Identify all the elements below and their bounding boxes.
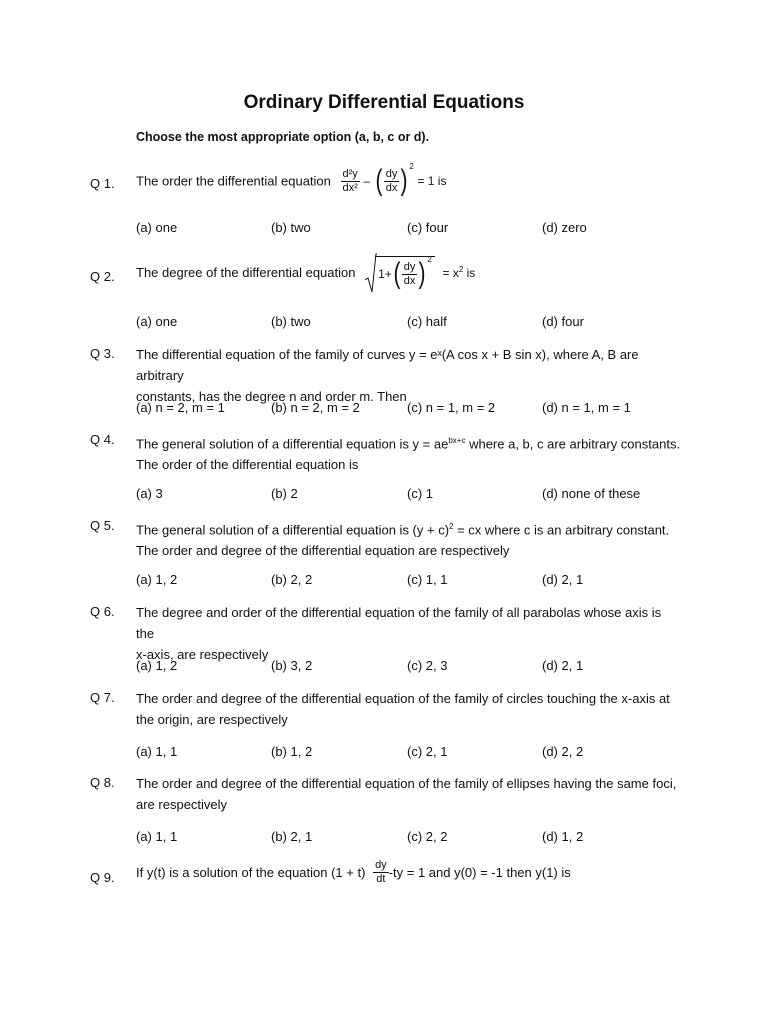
- question-number: Q 1.: [90, 176, 115, 191]
- option-b[interactable]: (b) two: [271, 314, 311, 329]
- option-c[interactable]: (c) 1, 1: [407, 572, 448, 587]
- question-line-1: The differential equation of the family of curves y = eˣ(A cos x + B sin x), where A, B are arbitrary: [136, 347, 639, 383]
- option-d[interactable]: (d) 1, 2: [542, 829, 584, 844]
- math-exponent: 2: [458, 265, 464, 274]
- math-fraction: [402, 261, 418, 288]
- option-a[interactable]: (a) 1, 2: [136, 572, 178, 587]
- option-d[interactable]: (d) 2, 2: [542, 744, 584, 759]
- fraction-denominator: dt: [376, 873, 386, 885]
- question-line-1-post: = cx where c is an arbitrary constant.: [453, 522, 670, 538]
- fraction-denominator: dx: [403, 274, 416, 287]
- question-text: [136, 256, 681, 289]
- math-exponent: bx+c: [448, 436, 466, 445]
- question-text-before: The degree of the differential equation: [136, 265, 356, 280]
- option-a[interactable]: (a) 1, 1: [136, 744, 178, 759]
- option-a[interactable]: (a) one: [136, 314, 178, 329]
- question-line-1: The order and degree of the differential equation of the family of circles touching the x-axis at: [136, 691, 670, 706]
- question-text: [136, 602, 681, 665]
- question-number: Q 2.: [90, 269, 115, 284]
- option-d[interactable]: (d) 2, 1: [542, 658, 584, 673]
- question-line-2: are respectively: [136, 797, 228, 812]
- radical-sign-icon: [365, 252, 377, 296]
- question-number: Q 3.: [90, 346, 115, 361]
- math-operator: –: [363, 174, 371, 188]
- math-fraction: [373, 859, 389, 886]
- question-line-2: the origin, are respectively: [136, 712, 288, 727]
- question-line-1: [136, 430, 681, 454]
- fraction-numerator: dy: [403, 260, 416, 273]
- option-d[interactable]: (d) 2, 1: [542, 572, 584, 587]
- option-c[interactable]: (c) 2, 1: [407, 744, 448, 759]
- question-number: Q 7.: [90, 690, 115, 705]
- fraction-numerator: dy: [375, 859, 387, 871]
- question-line-2: constants, has the degree n and order m. Then: [136, 389, 407, 404]
- fraction-numerator: dy: [385, 167, 398, 180]
- math-equals-term: = x: [442, 266, 459, 280]
- option-a[interactable]: (a) 1, 1: [136, 829, 178, 844]
- radicand: [375, 256, 435, 289]
- option-b[interactable]: (b) 2, 1: [271, 829, 313, 844]
- question-line-1-pre: The general solution of a differential equation is y = ae: [136, 436, 449, 452]
- question-text: [136, 430, 681, 475]
- left-paren: (: [375, 164, 383, 197]
- math-exponent: 2: [427, 255, 432, 265]
- math-term: 1+: [378, 267, 392, 281]
- question-line-2: The order of the differential equation is: [136, 457, 359, 473]
- math-exponent: 2: [409, 162, 414, 172]
- option-c[interactable]: (c) half: [407, 314, 447, 329]
- fraction-denominator: dx: [385, 181, 398, 194]
- option-d[interactable]: (d) n = 1, m = 1: [542, 400, 631, 415]
- fraction-numerator: d²y: [342, 167, 358, 180]
- question-number: Q 6.: [90, 604, 115, 619]
- question-text: [136, 773, 681, 815]
- math-fraction: [384, 168, 400, 195]
- question-text: [136, 859, 681, 886]
- question-text: [136, 516, 681, 561]
- option-a[interactable]: (a) n = 2, m = 1: [136, 400, 225, 415]
- question-line-1: [136, 516, 681, 540]
- question-text: [136, 688, 681, 730]
- right-paren: ): [400, 164, 408, 197]
- option-d[interactable]: (d) four: [542, 314, 584, 329]
- question-line-2: The order and degree of the differential equation are respectively: [136, 543, 510, 559]
- option-d[interactable]: (d) zero: [542, 220, 587, 235]
- math-exponent: 2: [449, 522, 454, 531]
- fraction-denominator: dx²: [342, 181, 358, 194]
- option-b[interactable]: (b) two: [271, 220, 311, 235]
- option-c[interactable]: (c) four: [407, 220, 449, 235]
- option-d[interactable]: (d) none of these: [542, 486, 641, 501]
- question-text: [136, 162, 681, 197]
- question-number: Q 9.: [90, 870, 115, 885]
- question-line-2: x-axis, are respectively: [136, 647, 269, 662]
- question-number: Q 8.: [90, 775, 115, 790]
- option-b[interactable]: (b) 2: [271, 486, 298, 501]
- option-c[interactable]: (c) 1: [407, 486, 433, 501]
- question-text: [136, 344, 681, 407]
- math-equals: [443, 266, 476, 280]
- math-tail: is: [466, 266, 476, 280]
- option-c[interactable]: (c) 2, 2: [407, 829, 448, 844]
- question-number: Q 4.: [90, 432, 115, 447]
- question-number: Q 5.: [90, 518, 115, 533]
- math-fraction: [341, 168, 360, 195]
- option-c[interactable]: (c) n = 1, m = 2: [407, 400, 496, 415]
- instruction-text: Choose the most appropriate option (a, b, c or d).: [136, 130, 430, 144]
- option-b[interactable]: (b) 1, 2: [271, 744, 313, 759]
- option-b[interactable]: (b) 2, 2: [271, 572, 313, 587]
- page-title: Ordinary Differential Equations: [243, 92, 525, 113]
- question-line-1-pre: The general solution of a differential equation is (y + c): [136, 522, 450, 538]
- question-text-post: -ty = 1 and y(0) = -1 then y(1) is: [388, 865, 571, 880]
- math-equals: = 1 is: [417, 174, 447, 188]
- option-a[interactable]: (a) 3: [136, 486, 163, 501]
- option-b[interactable]: (b) n = 2, m = 2: [271, 400, 360, 415]
- question-line-1: The degree and order of the differential equation of the family of all parabolas whose axis is the: [136, 605, 662, 641]
- question-text-before: The order the differential equation: [136, 173, 331, 189]
- question-text-pre: If y(t) is a solution of the equation (1 + t): [136, 865, 366, 880]
- option-b[interactable]: (b) 3, 2: [271, 658, 313, 673]
- option-c[interactable]: (c) 2, 3: [407, 658, 448, 673]
- question-line-1: The order and degree of the differential equation of the family of ellipses having the same foci,: [136, 776, 677, 791]
- question-line-1-post: where a, b, c are arbitrary constants.: [465, 436, 681, 452]
- square-root: [365, 256, 435, 289]
- left-paren: (: [393, 257, 401, 290]
- option-a[interactable]: (a) 1, 2: [136, 658, 178, 673]
- right-paren: ): [418, 257, 426, 290]
- option-a[interactable]: (a) one: [136, 220, 178, 235]
